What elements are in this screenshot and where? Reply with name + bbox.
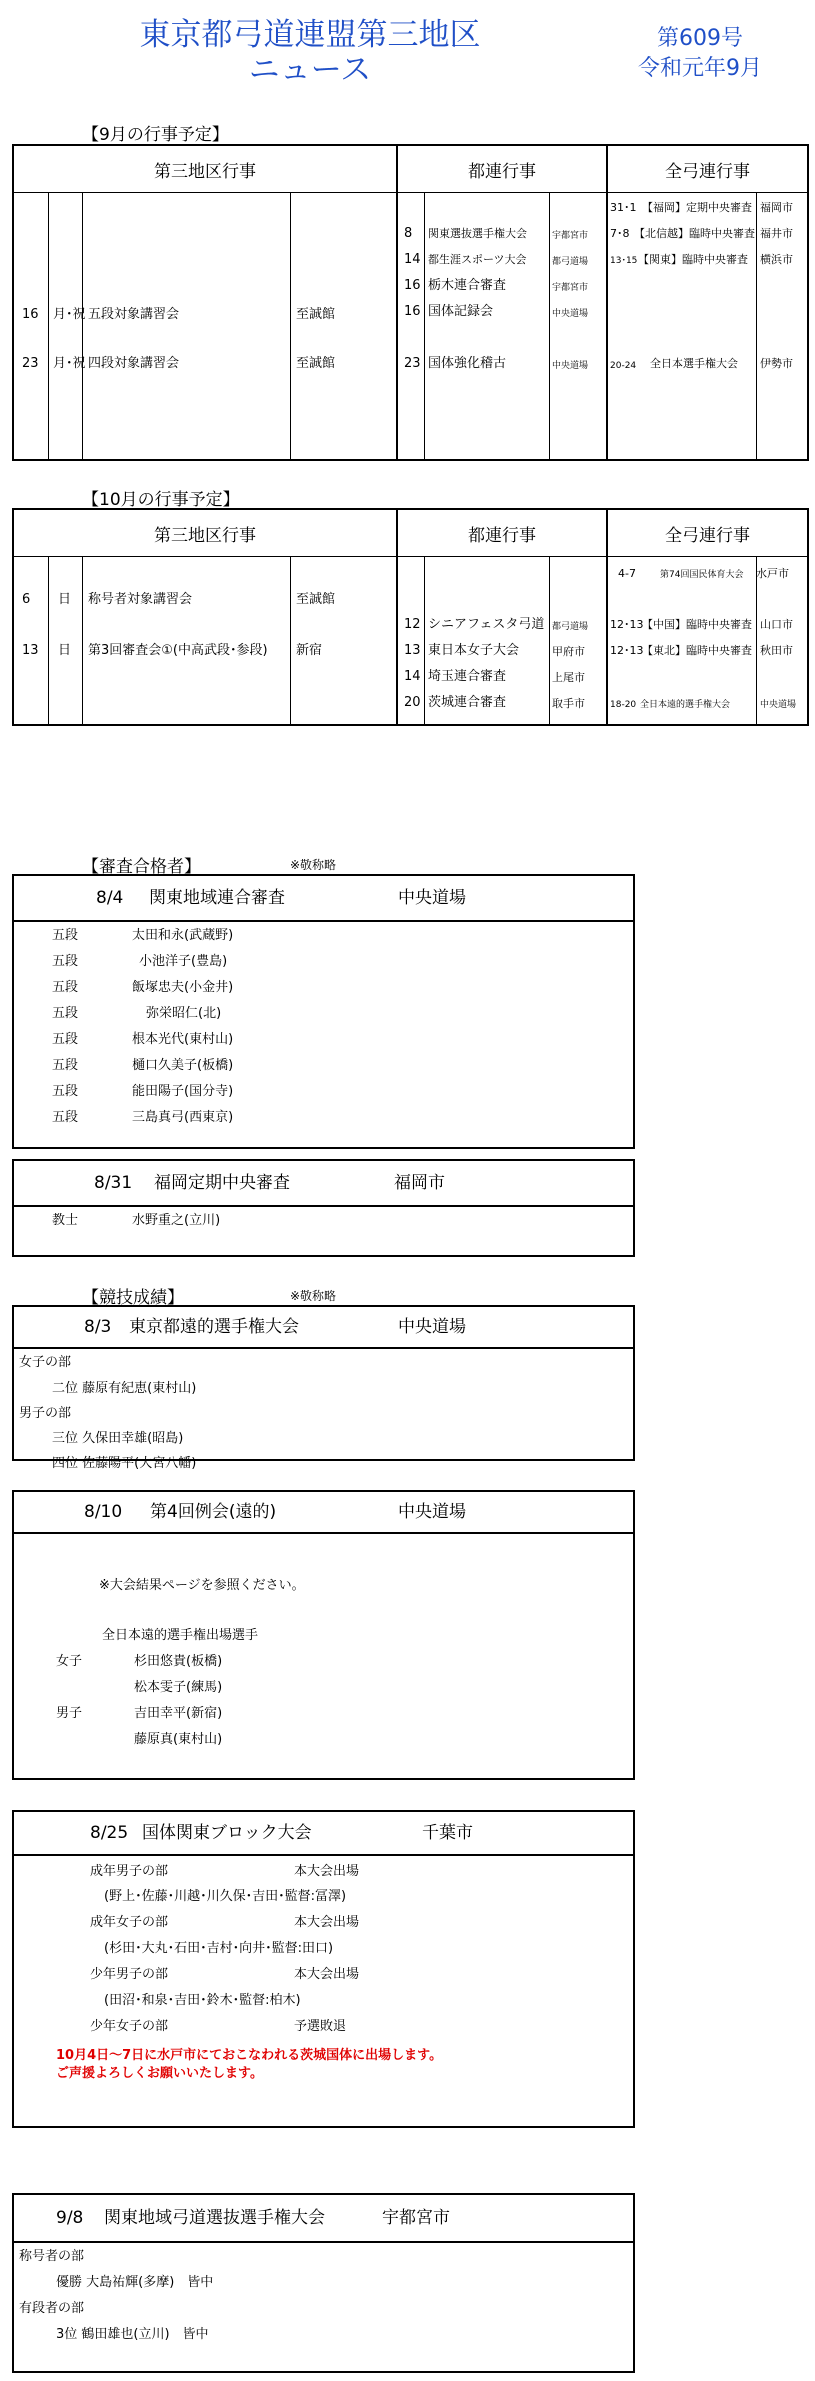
division-label: 男子 <box>56 1706 83 1721</box>
result-venue: 中央道場 <box>398 1317 466 1337</box>
grade: 五段 <box>52 1058 79 1073</box>
metro-event: 国体記録会 <box>428 304 494 319</box>
newsletter-title <box>110 18 510 88</box>
exam-box-header <box>14 1161 633 1207</box>
metro-place: 取手市 <box>552 697 585 710</box>
athlete-name: 杉田悠貴(板橋) <box>134 1654 223 1669</box>
metro-place: 中央道場 <box>552 309 589 319</box>
result-box-header <box>14 2195 633 2243</box>
division-label: 成年男子の部 <box>90 1864 169 1879</box>
passer-name: 水野重之(立川) <box>132 1213 221 1228</box>
metro-place: 宇都宮市 <box>552 283 589 293</box>
metro-place: 都弓道場 <box>552 622 589 632</box>
result-row: 二位 藤原有紀恵(東村山) <box>52 1381 197 1396</box>
divider <box>549 556 550 724</box>
divider <box>48 192 49 459</box>
district-dow: 日 <box>58 643 72 658</box>
divider <box>549 192 550 459</box>
result-date: 9/8 <box>56 2208 84 2228</box>
exam-venue: 福岡市 <box>394 1173 445 1193</box>
national-event: 第74回国民体育大会 <box>660 570 744 580</box>
divider <box>290 192 291 459</box>
exam-date: 8/4 <box>96 888 124 908</box>
national-event: 【東北】臨時中央審査 <box>642 644 752 657</box>
district-place: 至誠館 <box>296 356 336 371</box>
division-result: 本大会出場 <box>294 1967 360 1982</box>
passer-name: 三島真弓(西東京) <box>132 1110 234 1125</box>
metro-event: 都生涯スポーツ大会 <box>428 253 527 266</box>
results-memo: ※大会結果ページを参照ください。 <box>99 1578 305 1593</box>
division-label: 少年男子の部 <box>90 1967 169 1982</box>
national-place: 横浜市 <box>760 253 793 266</box>
national-place: 福井市 <box>760 227 793 240</box>
honorifics-note: ※敬称略 <box>290 1289 337 1303</box>
result-box-kanto-senbatsu <box>12 2193 635 2373</box>
district-event: 四段対象講習会 <box>88 356 180 371</box>
metro-day: 20 <box>404 695 421 710</box>
division-label: 男子の部 <box>19 1406 72 1421</box>
result-box-header <box>14 1812 633 1856</box>
kokutai-notice: ご声援よろしくお願いいたします。 <box>56 2066 263 2081</box>
national-event: 全日本選手権大会 <box>650 357 738 370</box>
national-day: 13･15 <box>610 256 638 266</box>
results-label: 【競技成績】 <box>82 1288 184 1308</box>
metro-event: 栃木連合審査 <box>428 278 507 293</box>
metro-event: 国体強化稽古 <box>428 356 507 371</box>
result-venue: 宇都宮市 <box>382 2208 450 2228</box>
grade: 教士 <box>52 1213 79 1228</box>
national-day: 12･13 <box>610 618 644 631</box>
result-row: 四位 佐藤陽平(大宮八幡) <box>52 1456 197 1471</box>
grade: 五段 <box>52 928 79 943</box>
metro-day: 16 <box>404 304 421 319</box>
division-label: 女子 <box>56 1654 83 1669</box>
division-result: 予選敗退 <box>294 2019 347 2034</box>
national-event: 【福岡】定期中央審査 <box>642 201 752 214</box>
metro-event: 関東選抜選手権大会 <box>428 227 527 240</box>
district-place: 新宿 <box>296 643 323 658</box>
team-members: (野上･佐藤･川越･川久保･吉田･監督:冨澤) <box>104 1889 347 1904</box>
result-name: 東京都遠的選手権大会 <box>129 1317 299 1337</box>
metro-event: 茨城連合審査 <box>428 695 507 710</box>
exam-box-kanto <box>12 874 635 1149</box>
metro-place: 上尾市 <box>552 671 585 684</box>
national-place: 山口市 <box>760 618 793 631</box>
col-national: 全弓連行事 <box>608 510 807 557</box>
national-event: 【北信越】臨時中央審査 <box>634 227 755 240</box>
result-name: 関東地域弓道選抜選手権大会 <box>104 2208 325 2228</box>
district-event: 五段対象講習会 <box>88 307 180 322</box>
october-schedule-table <box>12 508 809 726</box>
exam-date: 8/31 <box>94 1173 133 1193</box>
athlete-name: 松本雯子(練馬) <box>134 1680 223 1695</box>
metro-day: 14 <box>404 669 421 684</box>
kokutai-notice: 10月4日～7日に水戸市にておこなわれる茨城国体に出場します。 <box>56 2048 443 2063</box>
metro-event: シニアフェスタ弓道 <box>428 617 545 632</box>
district-dow: 日 <box>58 592 72 607</box>
col-district: 第三地区行事 <box>14 510 396 557</box>
division-label: 称号者の部 <box>19 2249 85 2264</box>
grade: 五段 <box>52 1110 79 1125</box>
athlete-name: 藤原真(東村山) <box>134 1732 223 1747</box>
exam-name: 福岡定期中央審査 <box>154 1173 290 1193</box>
metro-place: 中央道場 <box>552 361 589 371</box>
exam-box-header <box>14 876 633 922</box>
result-row: 3位 鶴田雄也(立川) 皆中 <box>56 2327 209 2342</box>
exam-box-fukuoka <box>12 1159 635 1257</box>
divider <box>396 510 398 724</box>
result-box-header <box>14 1307 633 1349</box>
passer-name: 弥栄昭仁(北) <box>146 1006 222 1021</box>
passer-name: 根本光代(東村山) <box>132 1032 234 1047</box>
issue-number: 第609号 <box>657 26 743 51</box>
metro-place: 甲府市 <box>552 645 585 658</box>
athlete-name: 吉田幸平(新宿) <box>134 1706 223 1721</box>
issue-date: 令和元年9月 <box>638 56 762 81</box>
district-event: 称号者対象講習会 <box>88 592 193 607</box>
national-day: 20-24 <box>610 361 637 371</box>
issue-info <box>610 24 790 84</box>
grade: 五段 <box>52 1032 79 1047</box>
national-event: 【関東】臨時中央審査 <box>638 253 748 266</box>
metro-event: 東日本女子大会 <box>428 643 520 658</box>
result-date: 8/10 <box>84 1502 123 1522</box>
national-place: 中央道場 <box>760 700 797 710</box>
passer-name: 樋口久美子(板橋) <box>132 1058 234 1073</box>
national-event: 【中国】臨時中央審査 <box>642 618 752 631</box>
division-label: 女子の部 <box>19 1355 72 1370</box>
national-day: 31･1 <box>610 201 637 214</box>
division-label: 有段者の部 <box>19 2301 85 2316</box>
metro-place: 都弓道場 <box>552 257 589 267</box>
division-label: 少年女子の部 <box>90 2019 169 2034</box>
division-result: 本大会出場 <box>294 1864 360 1879</box>
result-venue: 千葉市 <box>422 1823 473 1843</box>
district-day: 23 <box>22 356 39 371</box>
exam-venue: 中央道場 <box>398 888 466 908</box>
national-day: 12･13 <box>610 644 644 657</box>
national-day: 4-7 <box>618 567 636 580</box>
result-name: 第4回例会(遠的) <box>150 1502 277 1522</box>
divider <box>396 146 398 459</box>
divider <box>82 556 83 724</box>
result-date: 8/25 <box>90 1823 129 1843</box>
subheading: 全日本遠的選手権出場選手 <box>102 1628 259 1643</box>
district-day: 16 <box>22 307 39 322</box>
metro-event: 埼玉連合審査 <box>428 669 507 684</box>
result-name: 国体関東ブロック大会 <box>142 1823 312 1843</box>
metro-day: 8 <box>404 226 413 241</box>
divider <box>82 192 83 459</box>
result-box-reikai <box>12 1490 635 1780</box>
district-day: 13 <box>22 643 39 658</box>
title-line1: 東京都弓道連盟第三地区 <box>139 17 481 53</box>
divider <box>424 192 425 459</box>
district-place: 至誠館 <box>296 592 336 607</box>
divider <box>756 192 757 459</box>
divider <box>606 510 608 724</box>
september-schedule-label: 【9月の行事予定】 <box>82 125 229 145</box>
divider <box>424 556 425 724</box>
metro-day: 13 <box>404 643 421 658</box>
passer-name: 小池洋子(豊島) <box>139 954 228 969</box>
divider <box>48 556 49 724</box>
result-box-tokyo-enteki <box>12 1305 635 1471</box>
national-place: 伊勢市 <box>760 357 793 370</box>
exam-passers-label: 【審査合格者】 <box>82 857 201 877</box>
result-box-kokutai <box>12 1810 635 2128</box>
result-date: 8/3 <box>84 1317 112 1337</box>
grade: 五段 <box>52 1084 79 1099</box>
col-national: 全弓連行事 <box>608 146 807 193</box>
metro-day: 14 <box>404 252 421 267</box>
col-metro: 都連行事 <box>398 146 606 193</box>
district-dow: 月･祝 <box>53 356 86 371</box>
national-day: 7･8 <box>610 227 630 240</box>
national-place: 水戸市 <box>756 567 789 580</box>
team-members: (杉田･大丸･石田･吉村･向井･監督:田口) <box>104 1941 334 1956</box>
district-event: 第3回審査会①(中高武段･参段) <box>88 643 268 658</box>
passer-name: 飯塚忠夫(小金井) <box>132 980 234 995</box>
result-row: 優勝 大島祐輝(多摩) 皆中 <box>56 2275 214 2290</box>
metro-day: 12 <box>404 617 421 632</box>
national-place: 秋田市 <box>760 644 793 657</box>
metro-place: 宇都宮市 <box>552 231 589 241</box>
metro-day: 16 <box>404 278 421 293</box>
divider <box>290 556 291 724</box>
exam-name: 関東地域連合審査 <box>149 888 285 908</box>
september-schedule-table <box>12 144 809 461</box>
national-place: 福岡市 <box>760 201 793 214</box>
grade: 五段 <box>52 954 79 969</box>
result-box-header <box>14 1492 633 1534</box>
grade: 五段 <box>52 980 79 995</box>
district-place: 至誠館 <box>296 307 336 322</box>
divider <box>606 146 608 459</box>
october-schedule-label: 【10月の行事予定】 <box>82 490 240 510</box>
division-result: 本大会出場 <box>294 1915 360 1930</box>
district-day: 6 <box>22 592 31 607</box>
honorifics-note: ※敬称略 <box>290 858 337 872</box>
result-venue: 中央道場 <box>398 1502 466 1522</box>
team-members: (田沼･和泉･吉田･鈴木･監督:柏木) <box>104 1993 301 2008</box>
district-dow: 月･祝 <box>53 307 86 322</box>
grade: 五段 <box>52 1006 79 1021</box>
result-row: 三位 久保田幸雄(昭島) <box>52 1431 184 1446</box>
passer-name: 能田陽子(国分寺) <box>132 1084 234 1099</box>
metro-day: 23 <box>404 356 421 371</box>
national-event: 全日本遠的選手権大会 <box>640 700 731 710</box>
col-district: 第三地区行事 <box>14 146 396 193</box>
title-line2: ニュース <box>248 52 372 88</box>
national-day: 18-20 <box>610 700 637 710</box>
passer-name: 太田和永(武蔵野) <box>132 928 234 943</box>
division-label: 成年女子の部 <box>90 1915 169 1930</box>
col-metro: 都連行事 <box>398 510 606 557</box>
